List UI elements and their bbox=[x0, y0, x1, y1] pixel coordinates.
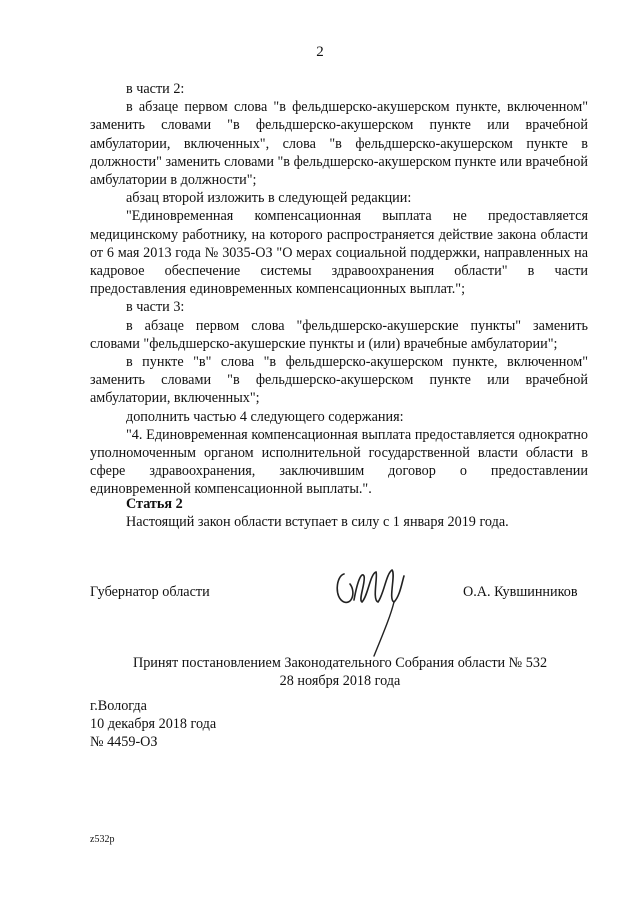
governor-name: О.А. Кувшинников bbox=[463, 584, 578, 600]
paragraph: в части 3: bbox=[126, 299, 185, 316]
law-number: № 4459-ОЗ bbox=[90, 734, 158, 751]
page-number: 2 bbox=[316, 44, 324, 60]
adoption-date: 28 ноября 2018 года bbox=[279, 673, 401, 690]
paragraph: в пункте "в" слова "в фельдшерско-акушерском пункте, включенном" заменить словами "в фельдшерско-акушерском пункте или врачебной амбулатории, включенных"; bbox=[90, 354, 588, 407]
amendment-text bbox=[90, 80, 588, 499]
document-code: z532p bbox=[90, 834, 115, 845]
paragraph: абзац второй изложить в следующей редакции: bbox=[126, 190, 412, 207]
paragraph: дополнить частью 4 следующего содержания: bbox=[126, 408, 404, 425]
article-text: Настоящий закон области вступает в силу с 1 января 2019 года. bbox=[126, 514, 509, 531]
paragraph: "Единовременная компенсационная выплата не предоставляется медицинскому работнику, на которого распространяется действие закона области от 6 мая 2013 года № 3035-ОЗ "О мерах социальной поддержки, направленных на кадровое обеспечение системы здравоохранения области" в части предоставления единовременных компенсационных выплат."; bbox=[90, 208, 588, 298]
city: г.Вологда bbox=[90, 698, 147, 714]
paragraph: в абзаце первом слова "фельдшерско-акушерские пункты" заменить словами "фельдшерско-акушерские пункты и (или) врачебные амбулатории"; bbox=[90, 317, 588, 352]
adoption-line: Принят постановлением Законодательного Собрания области № 532 bbox=[132, 655, 548, 671]
signature-image bbox=[322, 556, 422, 666]
signing-date: 10 декабря 2018 года bbox=[90, 716, 217, 733]
paragraph: в части 2: bbox=[126, 81, 185, 97]
article-heading: Статья 2 bbox=[126, 496, 183, 512]
article-2 bbox=[126, 495, 596, 531]
adoption-note bbox=[0, 654, 640, 690]
paragraph: "4. Единовременная компенсационная выплата предоставляется однократно уполномоченным органом исполнительной государственной власти области в сфере здравоохранения, заключившим договор о предоставлении единовременной компенсационной выплаты.". bbox=[90, 426, 588, 498]
governor-title: Губернатор области bbox=[90, 584, 210, 600]
place-date-block bbox=[90, 697, 216, 752]
paragraph: в абзаце первом слова "в фельдшерско-акушерском пункте, включенном" заменить словами "в фельдшерско-акушерском пункте или врачебной амбулатории, включенных", слова "в фельдшерско-акушерском пункте в должности" заменить словами "в фельдшерско-акушерском пункте или врачебной амбулатории в должности"; bbox=[90, 99, 588, 189]
